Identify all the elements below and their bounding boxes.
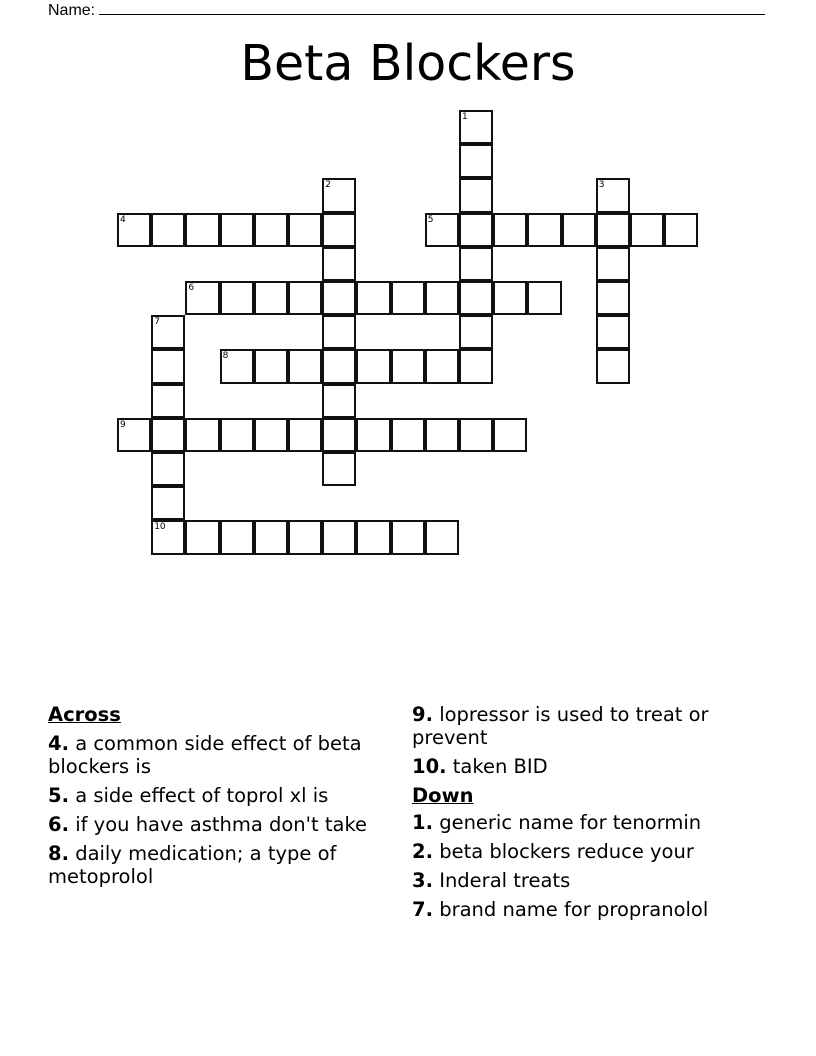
crossword-cell[interactable] xyxy=(288,213,322,247)
clue-number: 1. xyxy=(412,811,433,834)
crossword-cell[interactable] xyxy=(254,281,288,315)
crossword-cell[interactable] xyxy=(596,247,630,281)
clues-column-left xyxy=(48,703,388,894)
crossword-cell[interactable] xyxy=(459,178,493,212)
clue-across-8 xyxy=(48,842,388,888)
clue-number: 9. xyxy=(412,703,433,726)
crossword-cell[interactable] xyxy=(254,520,288,554)
crossword-cell[interactable] xyxy=(322,418,356,452)
crossword-cell[interactable] xyxy=(356,349,390,383)
crossword-cell[interactable] xyxy=(596,178,630,212)
crossword-cell[interactable] xyxy=(425,349,459,383)
clue-text: Inderal treats xyxy=(439,869,571,892)
clue-text: brand name for propranolol xyxy=(439,898,709,921)
clue-down-2 xyxy=(412,840,762,863)
crossword-cell[interactable] xyxy=(459,315,493,349)
crossword-cell[interactable] xyxy=(596,281,630,315)
clue-down-1 xyxy=(412,811,762,834)
puzzle-title: Beta Blockers xyxy=(240,35,576,92)
crossword-cell[interactable] xyxy=(493,418,527,452)
crossword-cell[interactable] xyxy=(151,452,185,486)
clue-number: 10. xyxy=(412,755,447,778)
crossword-cell[interactable] xyxy=(356,281,390,315)
crossword-cell[interactable] xyxy=(151,349,185,383)
clues-column-right xyxy=(412,703,762,927)
crossword-cell[interactable] xyxy=(220,281,254,315)
crossword-cell[interactable] xyxy=(220,418,254,452)
crossword-cell[interactable] xyxy=(322,452,356,486)
crossword-cell[interactable] xyxy=(527,213,561,247)
crossword-cell[interactable] xyxy=(391,520,425,554)
crossword-cell[interactable] xyxy=(117,418,151,452)
clue-number: 8. xyxy=(48,842,69,865)
crossword-cell[interactable] xyxy=(459,213,493,247)
clue-number: 3. xyxy=(412,869,433,892)
crossword-cell[interactable] xyxy=(254,349,288,383)
cell-number: 7 xyxy=(154,317,160,328)
crossword-cell[interactable] xyxy=(220,349,254,383)
clue-number: 4. xyxy=(48,732,69,755)
crossword-cell[interactable] xyxy=(356,520,390,554)
clue-down-3 xyxy=(412,869,762,892)
crossword-cell[interactable] xyxy=(288,281,322,315)
clue-text: daily medication; a type of metoprolol xyxy=(48,842,337,888)
crossword-cell[interactable] xyxy=(151,213,185,247)
crossword-cell[interactable] xyxy=(185,213,219,247)
crossword-cell[interactable] xyxy=(664,213,698,247)
crossword-cell[interactable] xyxy=(220,520,254,554)
crossword-cell[interactable] xyxy=(288,349,322,383)
cell-number: 9 xyxy=(120,419,126,430)
crossword-cell[interactable] xyxy=(322,178,356,212)
clue-number: 6. xyxy=(48,813,69,836)
crossword-cell[interactable] xyxy=(391,281,425,315)
crossword-cell[interactable] xyxy=(391,349,425,383)
crossword-cell[interactable] xyxy=(254,213,288,247)
clue-across-9 xyxy=(412,703,762,749)
crossword-cell[interactable] xyxy=(288,520,322,554)
crossword-cell[interactable] xyxy=(151,520,185,554)
crossword-cell[interactable] xyxy=(185,418,219,452)
cell-number: 4 xyxy=(120,214,126,225)
cell-number: 6 xyxy=(188,283,195,293)
crossword-cell[interactable] xyxy=(322,315,356,349)
crossword-cell[interactable] xyxy=(596,315,630,349)
down-heading: Down xyxy=(412,784,474,807)
clue-across-5 xyxy=(48,784,388,807)
clue-down-7 xyxy=(412,898,762,921)
cell-number: 5 xyxy=(427,214,434,225)
clue-text: a common side effect of beta blockers is xyxy=(48,732,362,778)
clue-number: 5. xyxy=(48,784,69,807)
clue-number: 2. xyxy=(412,840,433,863)
crossword-cell[interactable] xyxy=(322,213,356,247)
crossword-cell[interactable] xyxy=(151,384,185,418)
clue-across-10 xyxy=(412,755,762,778)
crossword-cell[interactable] xyxy=(322,520,356,554)
crossword-cell[interactable] xyxy=(459,110,493,144)
crossword-cell[interactable] xyxy=(459,247,493,281)
crossword-cell[interactable] xyxy=(220,213,254,247)
cell-number: 10 xyxy=(154,522,166,533)
cell-number: 8 xyxy=(222,351,229,362)
clue-number: 7. xyxy=(412,898,433,921)
crossword-cell[interactable] xyxy=(596,349,630,383)
across-heading: Across xyxy=(48,703,121,726)
crossword-cell[interactable] xyxy=(459,418,493,452)
crossword-cell[interactable] xyxy=(185,520,219,554)
crossword-cell[interactable] xyxy=(117,213,151,247)
cell-number: 3 xyxy=(598,180,605,191)
clue-text: taken BID xyxy=(452,755,548,778)
crossword-cell[interactable] xyxy=(151,486,185,520)
clue-text: beta blockers reduce your xyxy=(439,840,694,863)
crossword-cell[interactable] xyxy=(151,315,185,349)
crossword-cell[interactable] xyxy=(288,418,322,452)
crossword-cell[interactable] xyxy=(356,418,390,452)
crossword-cell[interactable] xyxy=(596,213,630,247)
crossword-cell[interactable] xyxy=(493,281,527,315)
crossword-cell[interactable] xyxy=(185,281,219,315)
crossword-cell[interactable] xyxy=(527,281,561,315)
crossword-cell[interactable] xyxy=(562,213,596,247)
cell-number: 2 xyxy=(325,180,331,191)
crossword-cell[interactable] xyxy=(425,281,459,315)
crossword-cell[interactable] xyxy=(493,213,527,247)
crossword-cell[interactable] xyxy=(459,349,493,383)
clue-text: a side effect of toprol xl is xyxy=(75,784,329,807)
crossword-cell[interactable] xyxy=(459,144,493,178)
crossword-cell[interactable] xyxy=(322,247,356,281)
crossword-cell[interactable] xyxy=(322,384,356,418)
name-label: Name: xyxy=(48,2,96,19)
clue-text: generic name for tenormin xyxy=(439,811,702,834)
crossword-cell[interactable] xyxy=(322,281,356,315)
crossword-cell[interactable] xyxy=(630,213,664,247)
crossword-cell[interactable] xyxy=(322,349,356,383)
crossword-cell[interactable] xyxy=(254,418,288,452)
clue-text: if you have asthma don't take xyxy=(75,813,368,836)
crossword-cell[interactable] xyxy=(425,418,459,452)
crossword-cell[interactable] xyxy=(425,520,459,554)
cell-number: 1 xyxy=(462,112,468,122)
crossword-cell[interactable] xyxy=(459,281,493,315)
clue-across-6 xyxy=(48,813,388,836)
crossword-cell[interactable] xyxy=(391,418,425,452)
clue-across-4 xyxy=(48,732,388,778)
crossword-cell[interactable] xyxy=(425,213,459,247)
clue-text: lopressor is used to treat or prevent xyxy=(412,703,709,749)
crossword-cell[interactable] xyxy=(151,418,185,452)
